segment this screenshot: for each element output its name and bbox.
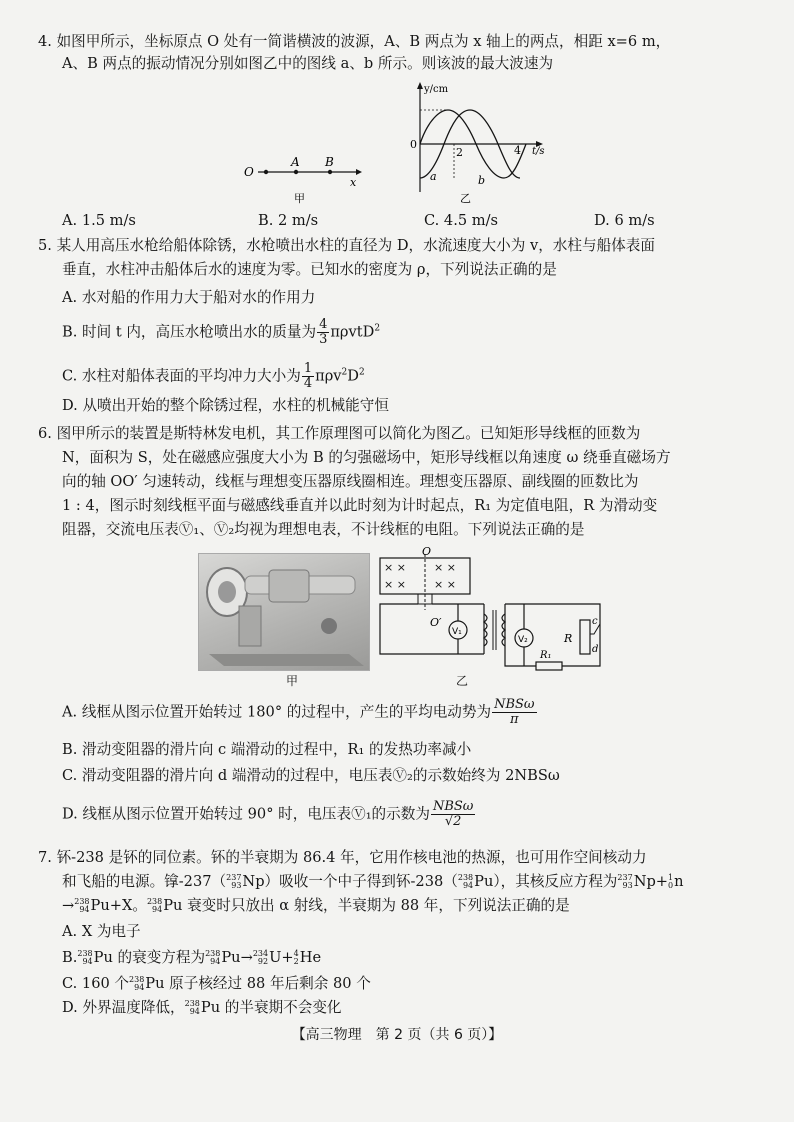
q5-option-d: D. 从喷出开始的整个除锈过程，水柱的机械能守恒 (62, 397, 389, 414)
q6-v2-label: V₂ (518, 635, 528, 645)
q5-line1: 5. 某人用高压水枪给船体除锈，水枪喷出水柱的直径为 D，水流速度大小为 v，水柱与船体表面 (38, 237, 655, 254)
q4-line1: 4. 如图甲所示，坐标原点 O 处有一简谐横波的波源，A、B 两点为 x 轴上的两点，相距 x=6 m， (38, 33, 671, 50)
q6-option-d: D. 线框从图示位置开始转过 90° 时，电压表Ⓥ₁的示数为 $\frac{\text{NBSω}}{√2}$ (62, 799, 474, 829)
page-footer: 【高三物理 第 2 页（共 6 页）】 (291, 1027, 503, 1043)
q6-line1: 6. 图甲所示的装置是斯特林发电机，其工作原理图可以简化为图乙。已知矩形导线框的匝数为 (38, 425, 641, 442)
q6-r-label: R (564, 632, 573, 645)
q4-yi-xlabel: t/s (532, 146, 545, 157)
q4-option-d: D. 6 m/s (594, 212, 655, 229)
q6-line3: 向的轴 OO′ 匀速转动，线框与理想变压器原线圈相连。理想变压器原、副线圈的匝数比为 (62, 473, 639, 490)
q6-option-b: B. 滑动变阻器的滑片向 c 端滑动的过程中，R₁ 的发热功率减小 (62, 741, 472, 758)
q4-yi-curve-b: b (478, 174, 486, 187)
q6-line4: 1 : 4，图示时刻线框平面与磁感线垂直并以此时刻为计时起点，R₁ 为定值电阻，R 为滑动变 (62, 497, 658, 514)
q6-circuit-diagram (374, 546, 604, 672)
q7-option-a: A. X 为电子 (62, 923, 141, 940)
q7-line1: 7. 钚-238 是钚的同位素。钚的半衰期为 86.4 年，它用作核电池的热源，也可用作空间核动力 (38, 849, 647, 866)
q6-line5: 阻器，交流电压表Ⓥ₁、Ⓥ₂均视为理想电表，不计线框的电阻。下列说法正确的是 (62, 521, 585, 538)
q4-jia-caption: 甲 (294, 192, 305, 205)
q4-option-b: B. 2 m/s (258, 212, 319, 229)
q4-yi-tick2: 2 (456, 146, 463, 159)
q6-axis-o-top: O (422, 546, 432, 558)
q5-option-a: A. 水对船的作用力大于船对水的作用力 (62, 289, 316, 306)
q6-c-label: c (592, 616, 598, 627)
q7-line2: 和飞船的电源。镎-237（ 237 93 Np）吸收一个中子得到钚-238（ 238 94 Pu），其核反应方程为 237 93 Np+ 1 0 n (62, 873, 684, 890)
q4-yi-ylabel: y/cm (424, 84, 449, 95)
q4-figure-yi (398, 80, 548, 206)
q4-yi-curve-a: a (430, 170, 437, 183)
q7-line3: → 238 94 Pu+X。 238 94 Pu 衰变时只放出 α 射线，半衰期为 88 年，下列说法正确的是 (62, 897, 570, 914)
q5-option-c: C. 水柱对船体表面的平均冲力大小为 $\frac{1}{4}$ $\pi\rho v^2D^2$ (62, 361, 365, 391)
q4-yi-caption: 乙 (460, 192, 471, 205)
q5-option-b: B. 时间 t 内，高压水枪喷出水的质量为 $\frac{4}{3}$ πρvtD$^2$ (62, 317, 381, 347)
q4-jia-a: A (291, 155, 300, 169)
stirling-engine-drawing (199, 554, 369, 670)
q7-option-d: D. 外界温度降低， 238 94 Pu 的半衰期不会变化 (62, 999, 342, 1016)
q6-axis-o-bottom: O′ (430, 616, 442, 629)
q6-v1-label: V₁ (452, 627, 462, 637)
q4-line2: A、B 两点的振动情况分别如图乙中的图线 a、b 所示。则该波的最大波速为 (62, 55, 554, 72)
svg-text:× ×: × × (384, 561, 406, 574)
q4-option-c: C. 4.5 m/s (424, 212, 499, 229)
svg-text:× ×: × × (384, 578, 406, 591)
q6-jia-caption: 甲 (286, 674, 299, 688)
q7-option-b: B. 238 94 Pu 的衰变方程为 238 94 Pu→ 234 92 U+ 4 2 He (62, 949, 322, 966)
svg-text:× ×: × × (434, 561, 456, 574)
q4-jia-b: B (325, 155, 334, 169)
q6-yi-caption: 乙 (456, 674, 469, 688)
q6-option-c: C. 滑动变阻器的滑片向 d 端滑动的过程中，电压表Ⓥ₂的示数始终为 2NBSω (62, 767, 560, 784)
q4-yi-tick0: 0 (410, 138, 417, 151)
q6-line2: N，面积为 S，处在磁感应强度大小为 B 的匀强磁场中，矩形导线框以角速度 ω 绕垂直磁场方 (62, 449, 671, 466)
q7-option-c: C. 160 个 238 94 Pu 原子核经过 88 年后剩余 80 个 (62, 975, 371, 992)
q4-figure-jia (238, 150, 368, 206)
q5-line2: 垂直，水柱冲击船体后水的速度为零。已知水的密度为 ρ，下列说法正确的是 (62, 261, 557, 278)
q6-d-label: d (592, 644, 599, 655)
q4-jia-origin: O (244, 165, 254, 179)
q4-option-a: A. 1.5 m/s (62, 212, 136, 229)
q6-option-a: A. 线框从图示位置开始转过 180° 的过程中，产生的平均电动势为 $\frac{\text{NBSω}}{\pi}$ (62, 697, 535, 727)
q4-yi-tick4: 4 (514, 144, 521, 157)
q6-r1-label: R₁ (540, 650, 552, 661)
svg-text:× ×: × × (434, 578, 456, 591)
q4-jia-axis: x (350, 176, 357, 189)
stirling-engine-photo (198, 553, 370, 671)
